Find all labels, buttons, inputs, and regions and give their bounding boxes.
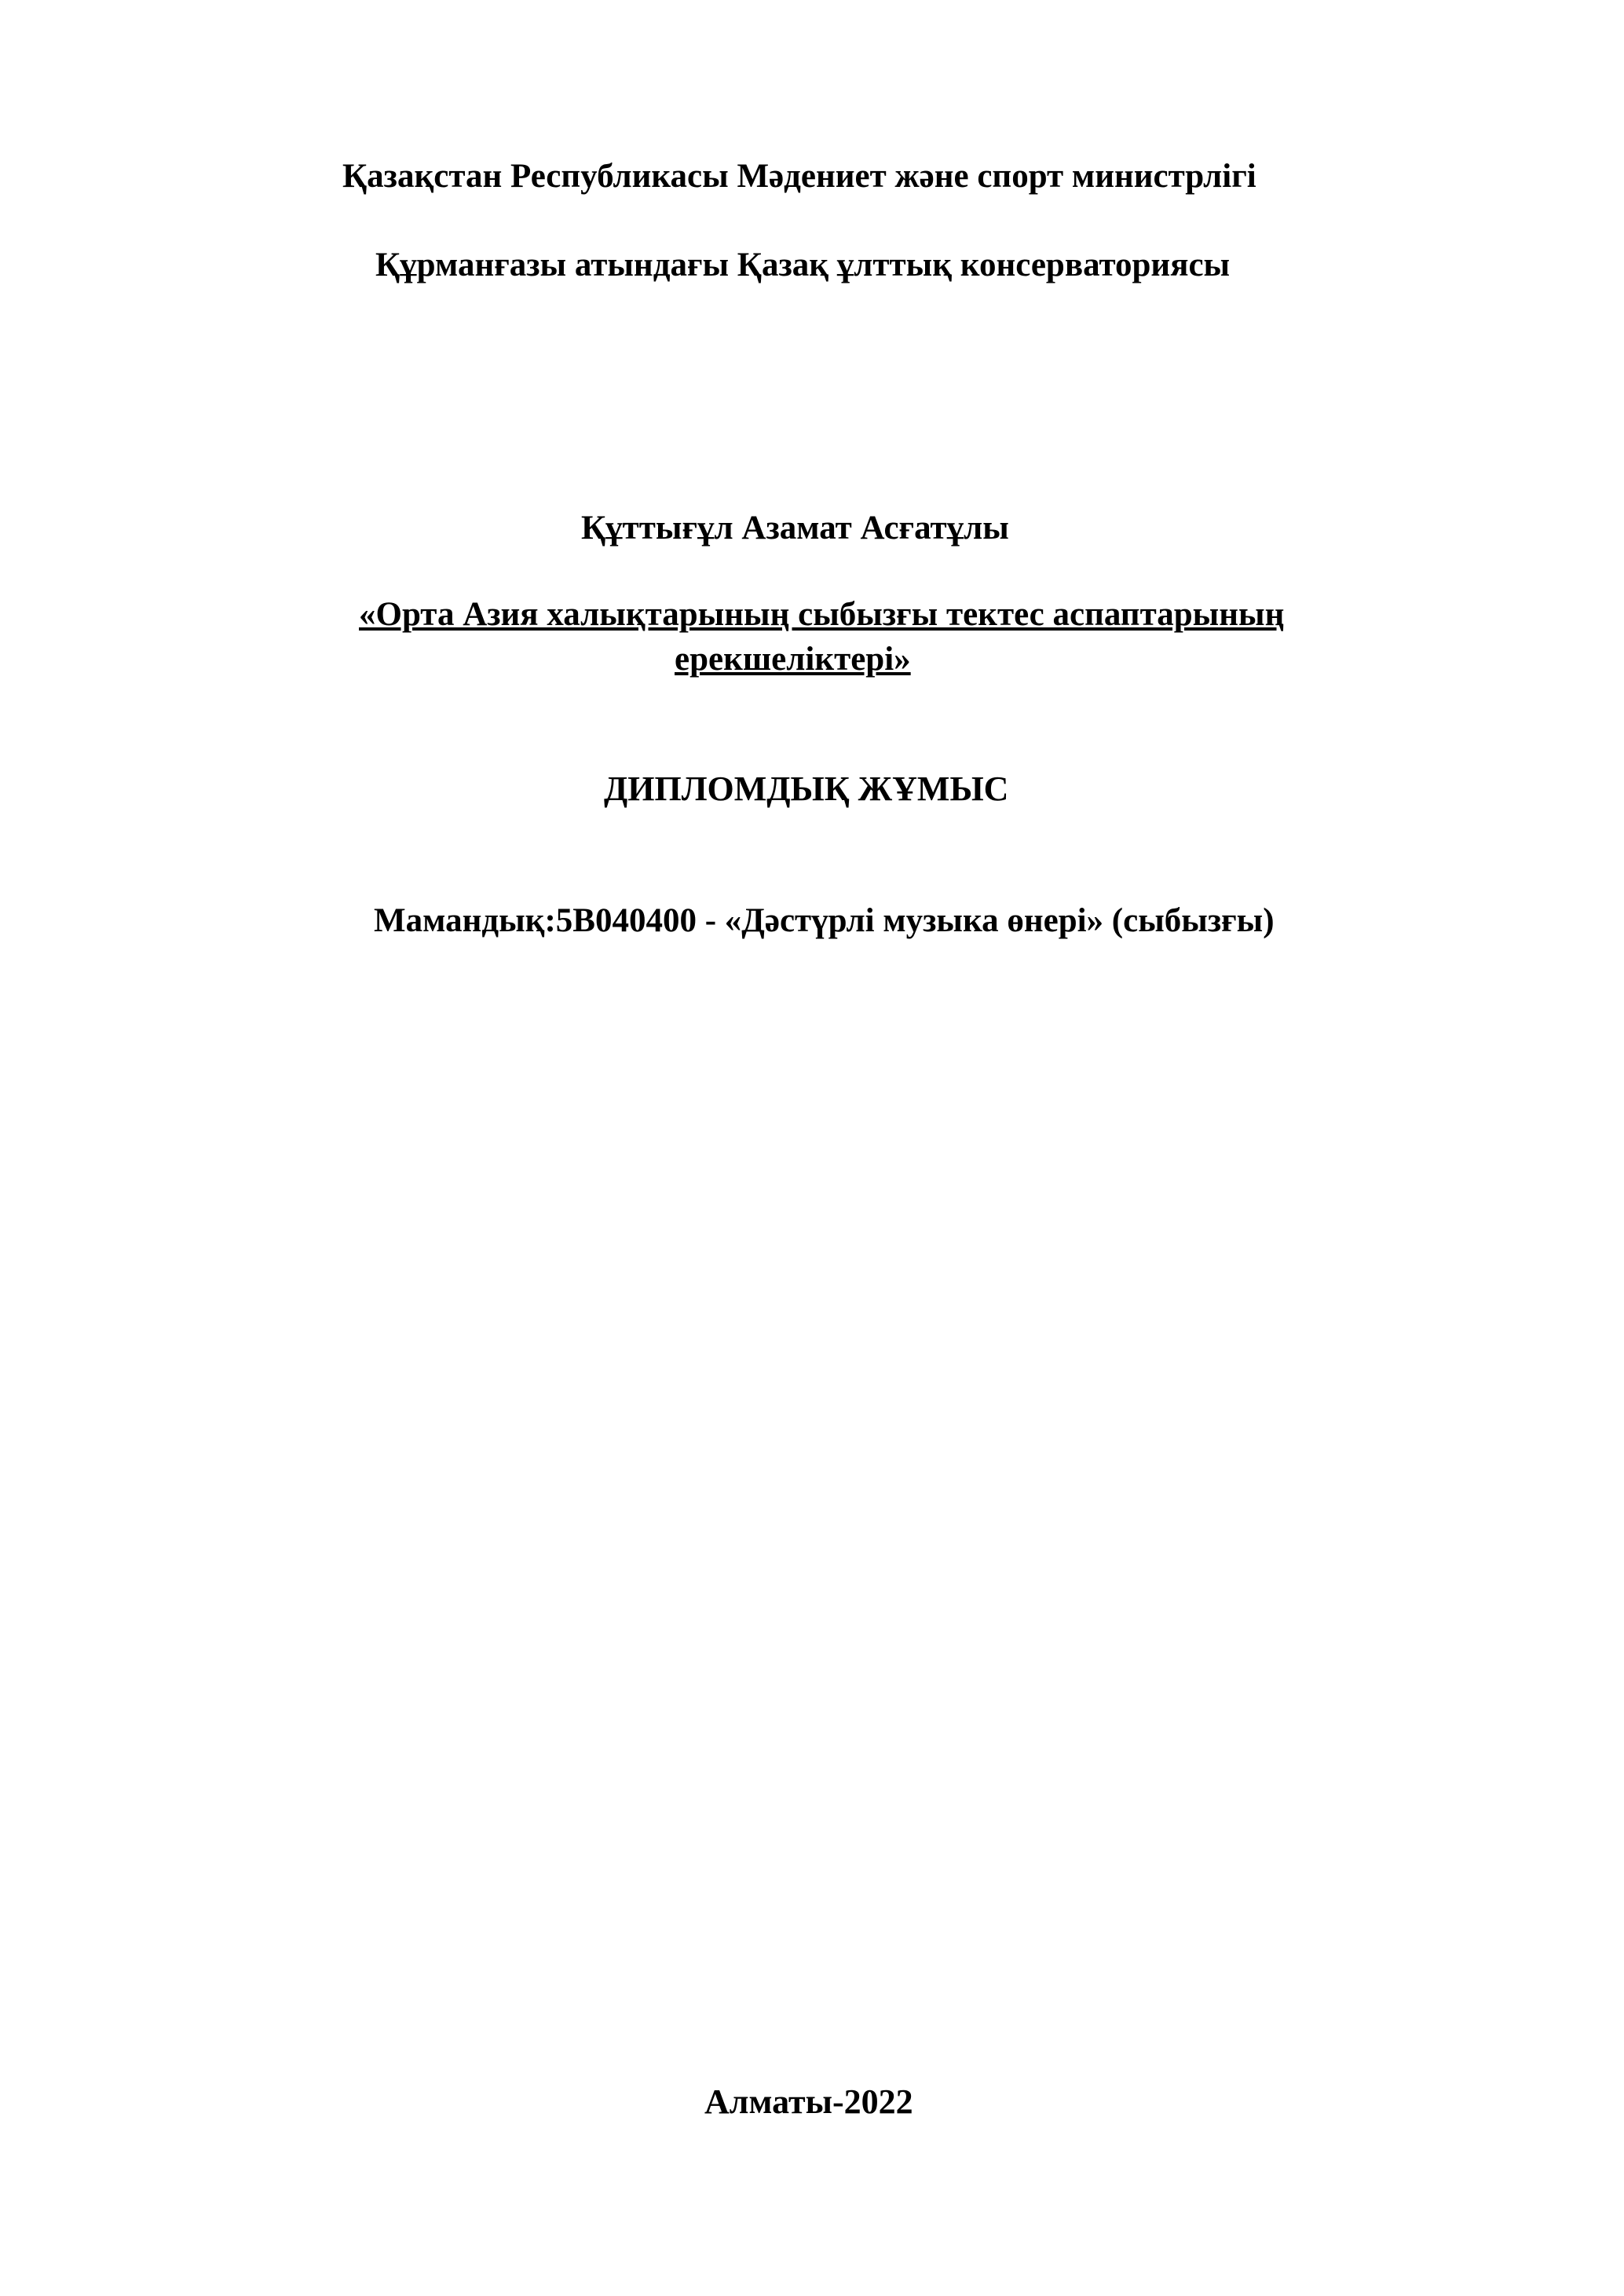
city-year: Алматы-2022 <box>704 2082 913 2121</box>
thesis-title-line-1: «Орта Азия халықтарының сыбызғы тектес аспаптарының <box>359 596 1285 633</box>
institution-heading: Құрманғазы атындағы Қазақ ұлттық консерваториясы <box>375 247 1231 283</box>
ministry-heading: Қазақстан Республикасы Мәдениет және спорт министрлігі <box>342 158 1256 195</box>
thesis-title-line-2: ерекшеліктері» <box>675 641 911 678</box>
author-name: Құттығұл Азамат Асғатұлы <box>581 510 1009 547</box>
document-type: ДИПЛОМДЫҚ ЖҰМЫС <box>604 770 1009 808</box>
specialty-line: Мамандық:5В040400 - «Дәстүрлі музыка өнері» (сыбызғы) <box>374 902 1275 939</box>
